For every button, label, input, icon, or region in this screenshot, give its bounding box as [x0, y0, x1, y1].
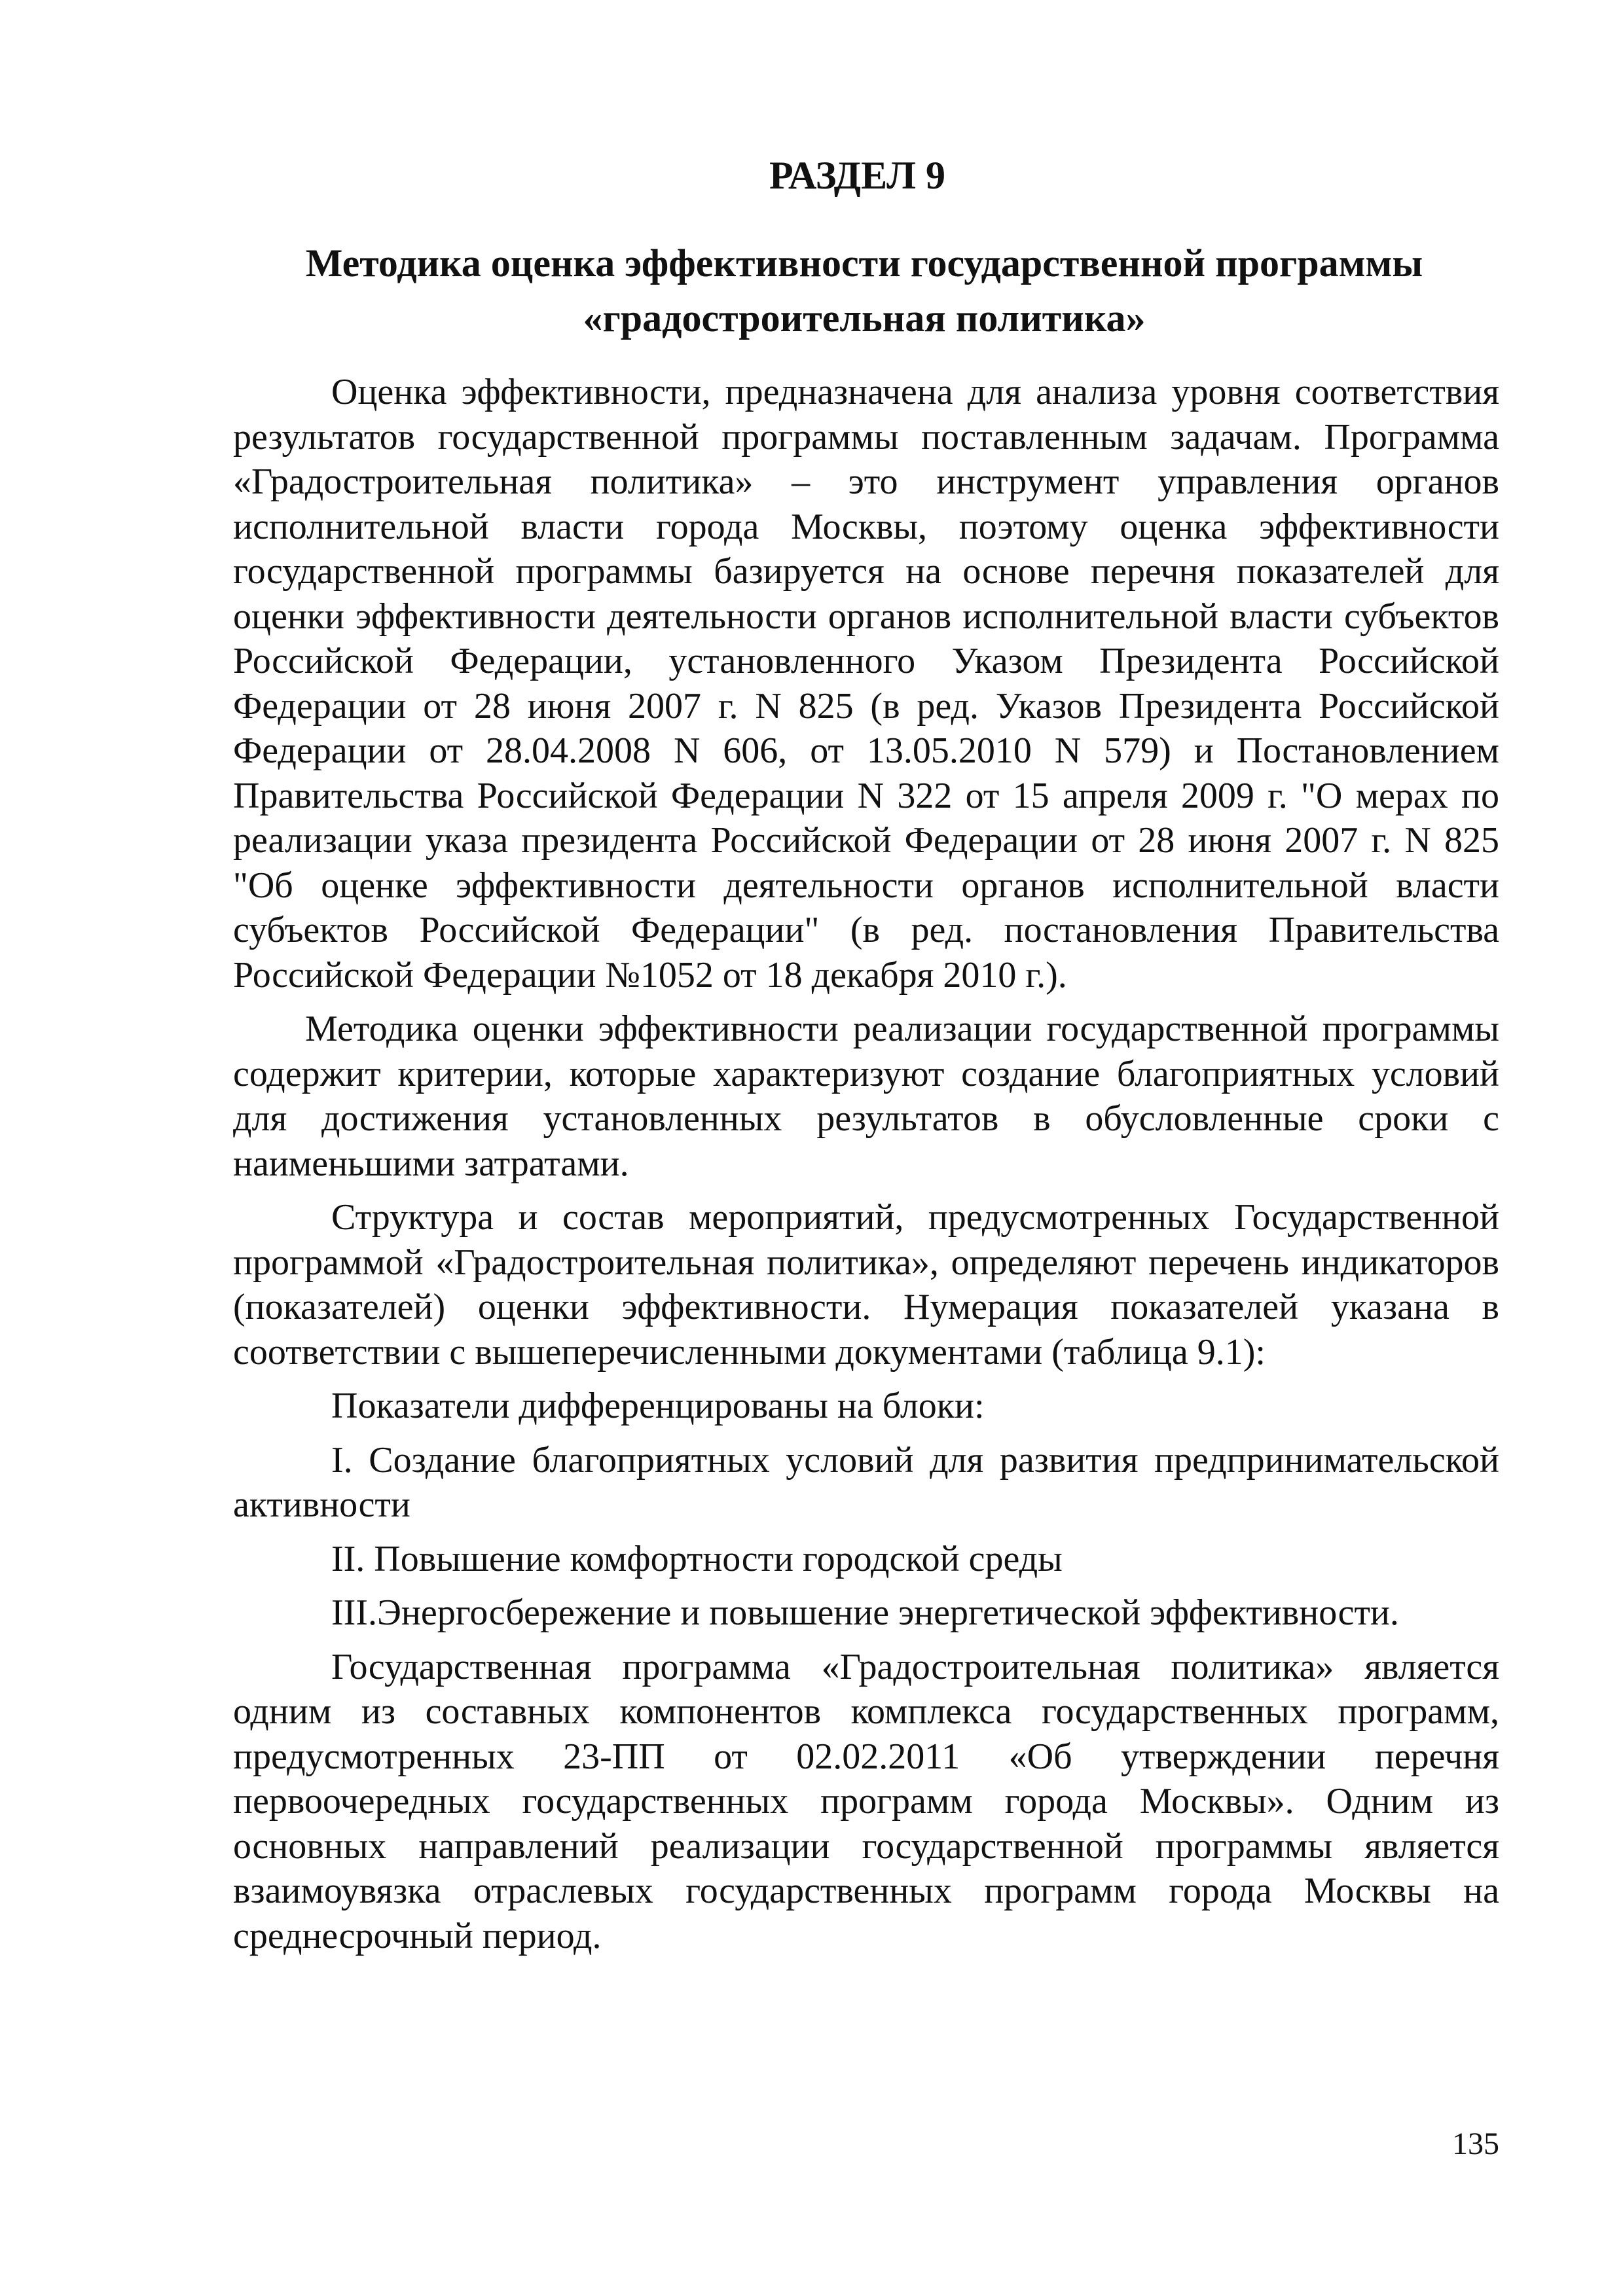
- document-title-line-1: Методика оценка эффективности государственной программы: [305, 242, 1423, 285]
- section-heading: РАЗДЕЛ 9: [769, 154, 946, 197]
- paragraph-methodology: Методика оценки эффективности реализации государственной программы содержит критерии, которые характеризуют создание благоприятных условий для достижения установленных результатов в обусловленные сроки с наименьшими затратами.: [233, 1009, 1499, 1184]
- list-item-block-2: II. Повышение комфортности городской среды: [331, 1538, 1063, 1579]
- page-number: 135: [1452, 2126, 1499, 2161]
- document-title: [216, 236, 1512, 346]
- document-body: [233, 370, 1499, 1967]
- paragraph-program-context: Государственная программа «Градостроительная политика» является одним из составных компонентов комплекса государственных программ, предусмотренных 23-ПП от 02.02.2011 «Об утверждении перечня первоочередных государственных программ города Москвы». Одним из основных направлений реализации государственной программы является взаимоувязка отраслевых государственных программ города Москвы на среднесрочный период.: [233, 1646, 1499, 1956]
- list-item-block-1: I. Создание благоприятных условий для развития предпринимательской активности: [233, 1439, 1499, 1525]
- paragraph-structure: Структура и состав мероприятий, предусмотренных Государственной программой «Градостроительная политика», определяют перечень индикаторов (показателей) оценки эффективности. Нумерация показателей указана в соответствии с вышеперечисленными документами (таблица 9.1):: [233, 1197, 1499, 1372]
- paragraph-blocks-intro: Показатели дифференцированы на блоки:: [331, 1386, 985, 1426]
- list-item-block-3: III.Энергосбережение и повышение энергетической эффективности.: [331, 1592, 1399, 1633]
- document-title-line-2: «градостроительная политика»: [583, 296, 1146, 340]
- paragraph-intro: Оценка эффективности, предназначена для анализа уровня соответствия результатов государственной программы поставленным задачам. Программа «Градостроительная политика» – это инструмент управления органов исполнительной власти города Москвы, поэтому оценка эффективности государственной программы базируется на основе перечня показателей для оценки эффективности деятельности органов исполнительной власти субъектов Российской Федерации, установленного Указом Президента Российской Федерации от 28 июня 2007 г. N 825 (в ред. Указов Президента Российской Федерации от 28.04.2008 N 606, от 13.05.2010 N 579) и Постановлением Правительства Российской Федерации N 322 от 15 апреля 2009 г. "О мерах по реализации указа президента Российской Федерации от 28 июня 2007 г. N 825 "Об оценке эффективности деятельности органов исполнительной власти субъектов Российской Федерации" (в ред. постановления Правительства Российской Федерации №1052 от 18 декабря 2010 г.).: [233, 372, 1499, 996]
